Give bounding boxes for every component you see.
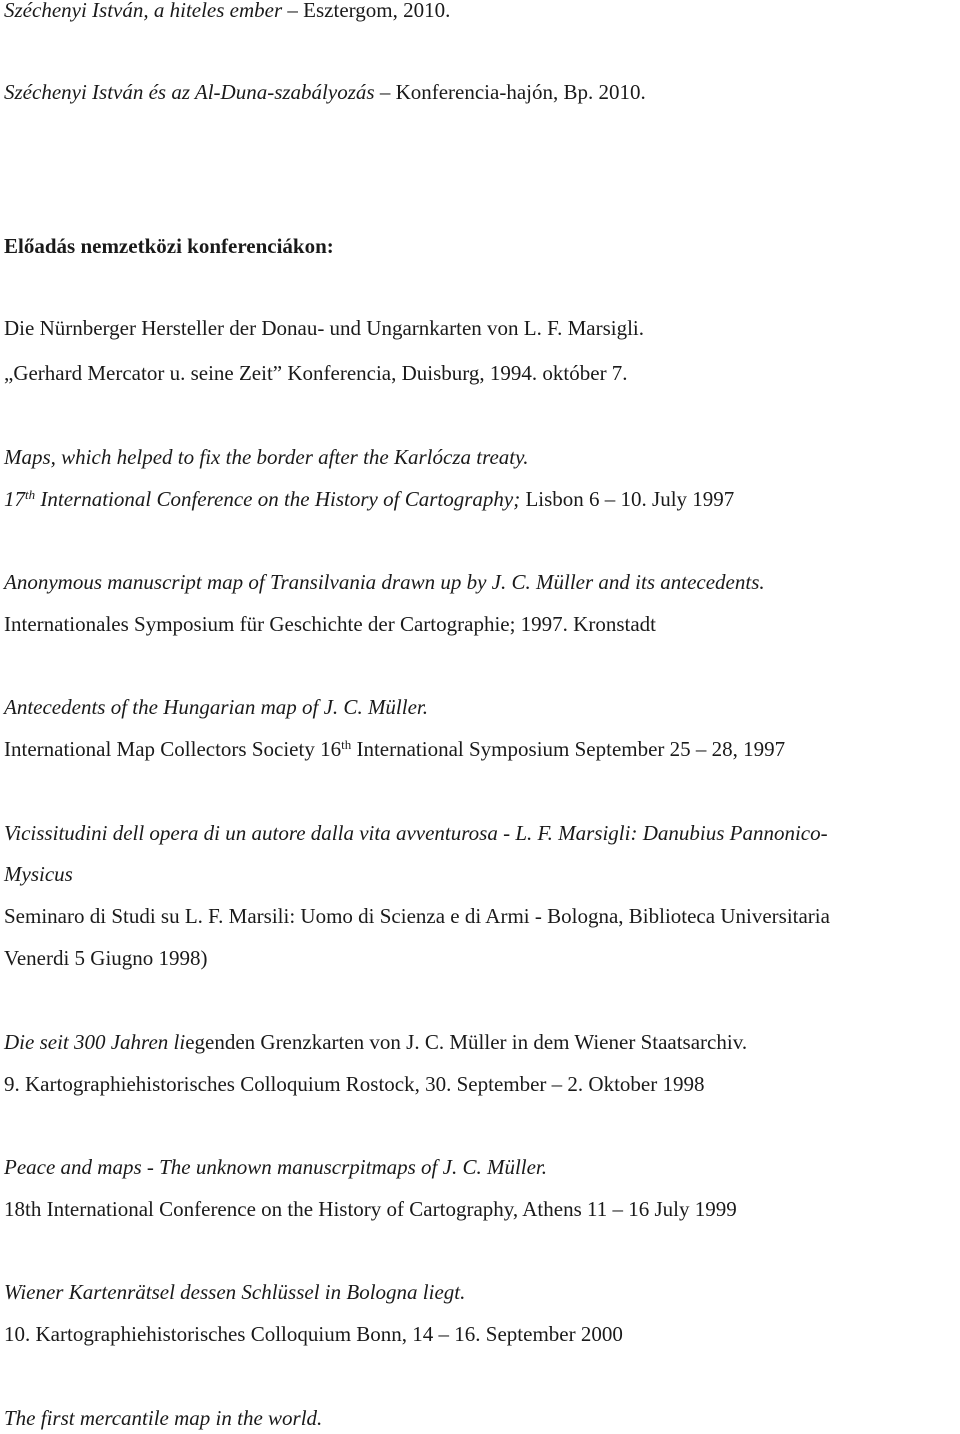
entry-szechenyi-hiteles: Széchenyi István, a hiteles ember – Esztergom, 2010. (4, 0, 451, 22)
conference-line: International Map Collectors Society 16th International Symposium September 25 – 28, 1997 (4, 736, 786, 761)
talk-title: Anonymous manuscript map of Transilvania drawn up by J. C. Müller and its antecedents. (4, 570, 765, 594)
conference-line: 18th International Conference on the History of Cartography, Athens 11 – 16 July 1999 (4, 1197, 737, 1221)
talk-title: Wiener Kartenrätsel dessen Schlüssel in Bologna liegt. (4, 1280, 466, 1304)
talk-title-continued: Mysicus (4, 862, 73, 886)
talk-title: Vicissitudini dell opera di un autore dalla vita avventurosa - L. F. Marsigli: Danubius Pannonico- (4, 821, 828, 845)
entry-line: Die Nürnberger Hersteller der Donau- und Ungarnkarten von L. F. Marsigli. (4, 316, 644, 340)
conference-line: 10. Kartographiehistorisches Colloquium Bonn, 14 – 16. September 2000 (4, 1322, 623, 1346)
entry-szechenyi-al-duna: Széchenyi István és az Al-Duna-szabályozás – Konferencia-hajón, Bp. 2010. (4, 80, 646, 104)
talk-title: Die seit 300 Jahren liegenden Grenzkarten von J. C. Müller in dem Wiener Staatsarchiv. (4, 1030, 748, 1054)
entry-line: „Gerhard Mercator u. seine Zeit” Konferencia, Duisburg, 1994. október 7. (4, 361, 628, 385)
talk-title: Antecedents of the Hungarian map of J. C. Müller. (4, 695, 429, 719)
talk-title: Maps, which helped to fix the border after the Karlócza treaty. (4, 445, 529, 469)
conference-line: Internationales Symposium für Geschichte der Cartographie; 1997. Kronstadt (4, 612, 657, 636)
section-heading: Előadás nemzetközi konferenciákon: (4, 234, 334, 258)
conference-line: 17th International Conference on the History of Cartography; Lisbon 6 – 10. July 1997 (4, 486, 735, 511)
conference-line-continued: Venerdi 5 Giugno 1998) (4, 946, 208, 970)
talk-title: Peace and maps - The unknown manuscrpitmaps of J. C. Müller. (4, 1155, 548, 1179)
talk-title: The first mercantile map in the world. (4, 1406, 323, 1430)
conference-line: 9. Kartographiehistorisches Colloquium Rostock, 30. September – 2. Oktober 1998 (4, 1072, 705, 1096)
conference-line: Seminaro di Studi su L. F. Marsili: Uomo di Scienza e di Armi - Bologna, Biblioteca Universitaria (4, 904, 830, 928)
